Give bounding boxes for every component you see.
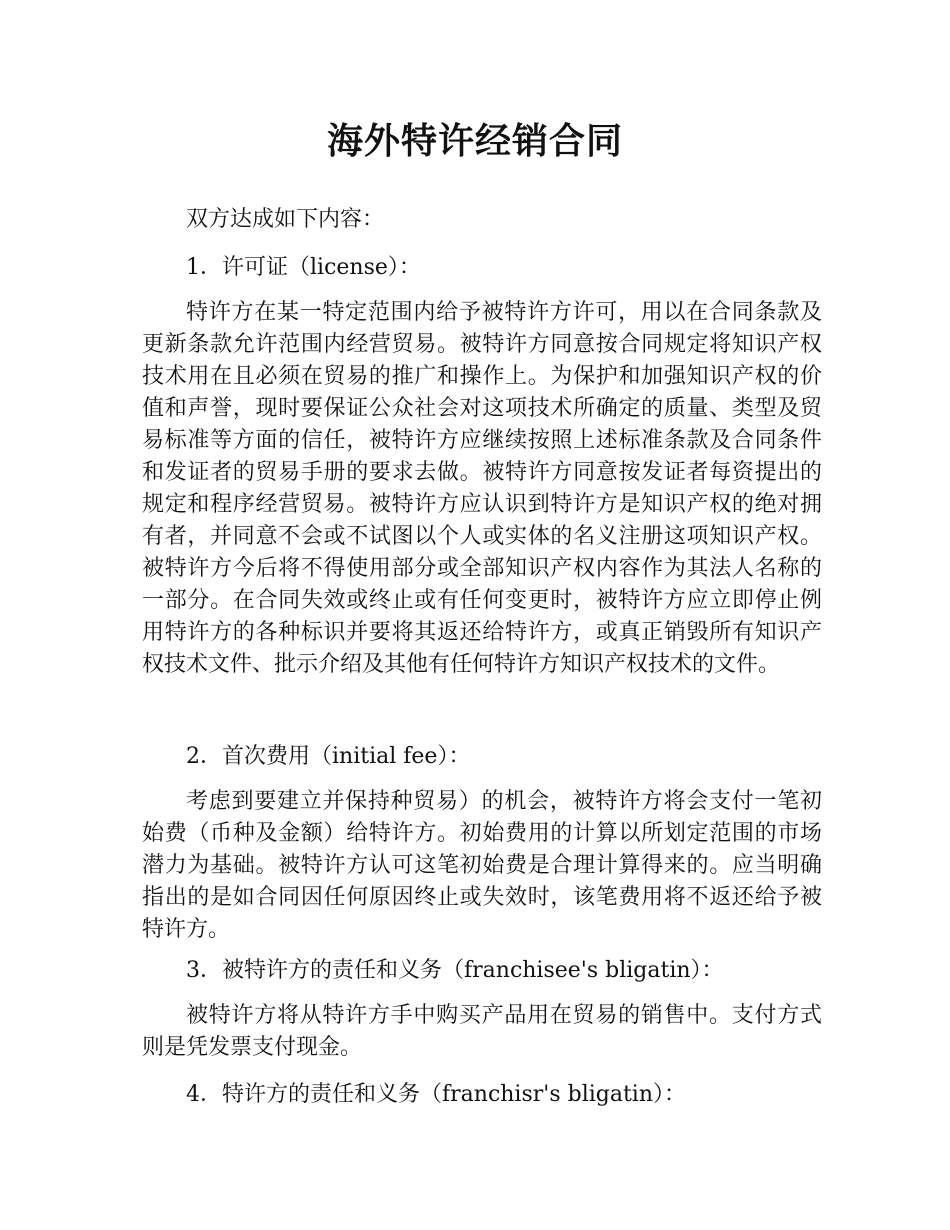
section-3-body: 被特许方将从特许方手中购买产品用在贸易的销售中。支付方式则是凭发票支付现金。 [142, 1003, 822, 1060]
section-1-body: 特许方在某一特定范围内给予被特许方许可，用以在合同条款及更新条款允许范围内经营贸易。被特许方同意按合同规定将知识产权技术用在且必须在贸易的推广和操作上。为保护和加强知识产权的价值和声誉，现时要保证公众社会对这项技术所确定的质量、类型及贸易标准等方面的信任，被特许方应继续按照上述标准条款及合同条件和发证者的贸易手册的要求去做。被特许方同意按发证者每资提出的规定和程序经营贸易。被特许方应认识到特许方是知识产权的绝对拥有者，并同意不会或不试图以个人或实体的名义注册这项知识产权。被特许方今后将不得使用部分或全部知识产权内容作为其法人名称的一部分。在合同失效或终止或有任何变更时，被特许方应立即停止例用特许方的各种标识并要将其返还给特许方，或真正销毁所有知识产权技术文件、批示介绍及其他有任何特许方知识产权技术的文件。 [142, 300, 822, 677]
section-4-heading: 4．特许方的责任和义务（franchisr's bligatin）： [186, 1082, 687, 1107]
section-1-heading: 1．许可证（license）： [186, 255, 421, 280]
document-title: 海外特许经销合同 [326, 121, 623, 162]
intro-text: 双方达成如下内容： [186, 207, 385, 232]
section-2-heading: 2．首次费用（initial fee）： [186, 744, 471, 769]
section-3-heading: 3．被特许方的责任和义务（franchisee's bligatin）： [186, 958, 724, 983]
section-2-body: 考虑到要建立并保持种贸易）的机会，被特许方将会支付一笔初始费（币种及金额）给特许方。初始费用的计算以所划定范围的市场潜力为基础。被特许方认可这笔初始费是合理计算得来的。应当明确指出的是如合同因任何原因终止或失效时，该笔费用将不返还给予被特许方。 [142, 789, 822, 942]
